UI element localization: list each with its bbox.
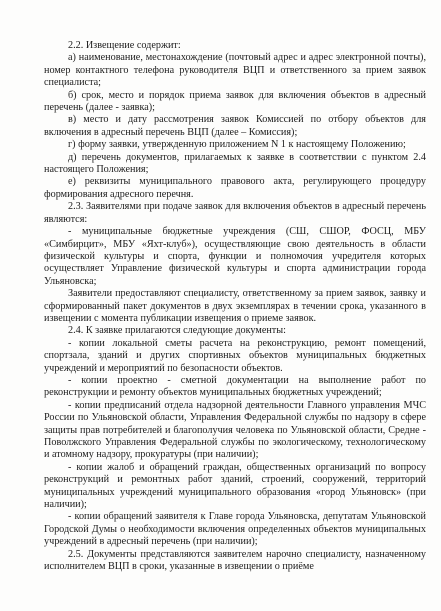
paragraph-doc-orders: - копии предписаний отдела надзорной деятельности Главного управления МЧС России по Ульяновской области, Управления Федеральной службы по надзору в сфере защиты прав потребителей и благополучия человека по Ульяновской области, Средне - Поволжского Управления Федеральной службы по экологическому, технологическому и атомному надзору, прокуратуры (при наличии); — [44, 399, 426, 461]
paragraph-item-a: а) наименование, местонахождение (почтовый адрес и адрес электронной почты), номер контактного телефона руководителя ВЦП и ответственного за прием заявок специалиста; — [44, 52, 426, 89]
paragraph-doc-appeals: - копии обращений заявителя к Главе города Ульяновска, депутатам Ульяновской Городской Думы о необходимости включения определенных объектов муниципальных учреждений в адресный перечень (при наличии); — [44, 511, 426, 548]
paragraph-2-2-heading: 2.2. Извещение содержит: — [68, 40, 181, 51]
document-body — [44, 40, 426, 573]
paragraph-applicants-list: - муниципальные бюджетные учреждения (СШ, СШОР, ФОСЦ, МБУ «Симбирцит», МБУ «Яхт-клуб»), осуществляющие свою деятельность в области физической культуры и спорта, функции и полномочия учредителя которых осуществляет Управление физической культуры и спорта администрации города Ульяновска; — [44, 226, 426, 287]
paragraph-2-3: 2.3. Заявителями при подаче заявок для включения объектов в адресный перечень являются: — [44, 201, 426, 225]
paragraph-item-e: е) реквизиты муниципального правового акта, регулирующего процедуру формирования адресного перечня. — [44, 176, 426, 200]
paragraph-2-5: 2.5. Документы представляются заявителем нарочно специалисту, назначенному исполнителем ВЦП в сроки, указанные в извещении о приёме — [44, 548, 426, 573]
paragraph-2-4-heading: 2.4. К заявке прилагаются следующие документы: — [68, 325, 286, 337]
paragraph-item-v: в) место и дату рассмотрения заявок Комиссией по отбору объектов для включения в адресный перечень ВЦП (далее – Комиссия); — [44, 114, 426, 138]
paragraph-item-b: б) срок, место и порядок приема заявок для включения объектов в адресный перечень (далее - заявка); — [44, 89, 426, 114]
paragraph-item-g: г) форму заявки, утвержденную приложением N 1 к настоящему Положению; — [68, 139, 406, 151]
paragraph-doc-complaints: - копии жалоб и обращений граждан, общественных организаций по вопросу реконструкций и ремонтных работ зданий, строений, сооружений, территорий муниципальных учреждений муниципального образования «город Ульяновск» (при наличии); — [44, 461, 426, 511]
paragraph-item-d: д) перечень документов, прилагаемых к заявке в соответствии с пунктом 2.4 настоящего Положения; — [44, 151, 426, 176]
paragraph-applicants-submit: Заявители предоставляют специалисту, ответственному за прием заявок, заявку и сформированный пакет документов в двух экземплярах в течении срока, указанного в извещении с момента публикации извещения о приеме заявок. — [44, 288, 426, 324]
paragraph-doc-estimates: - копии локальной сметы расчета на реконструкцию, ремонт помещений, спортзала, зданий и других спортивных объектов муниципальных бюджетных учреждений и мероприятий по безопасности объектов. — [44, 337, 426, 374]
paragraph-doc-design: - копии проектно - сметной документации на выполнение работ по реконструкции и ремонту объектов муниципальных бюджетных учреждений; — [44, 374, 426, 399]
